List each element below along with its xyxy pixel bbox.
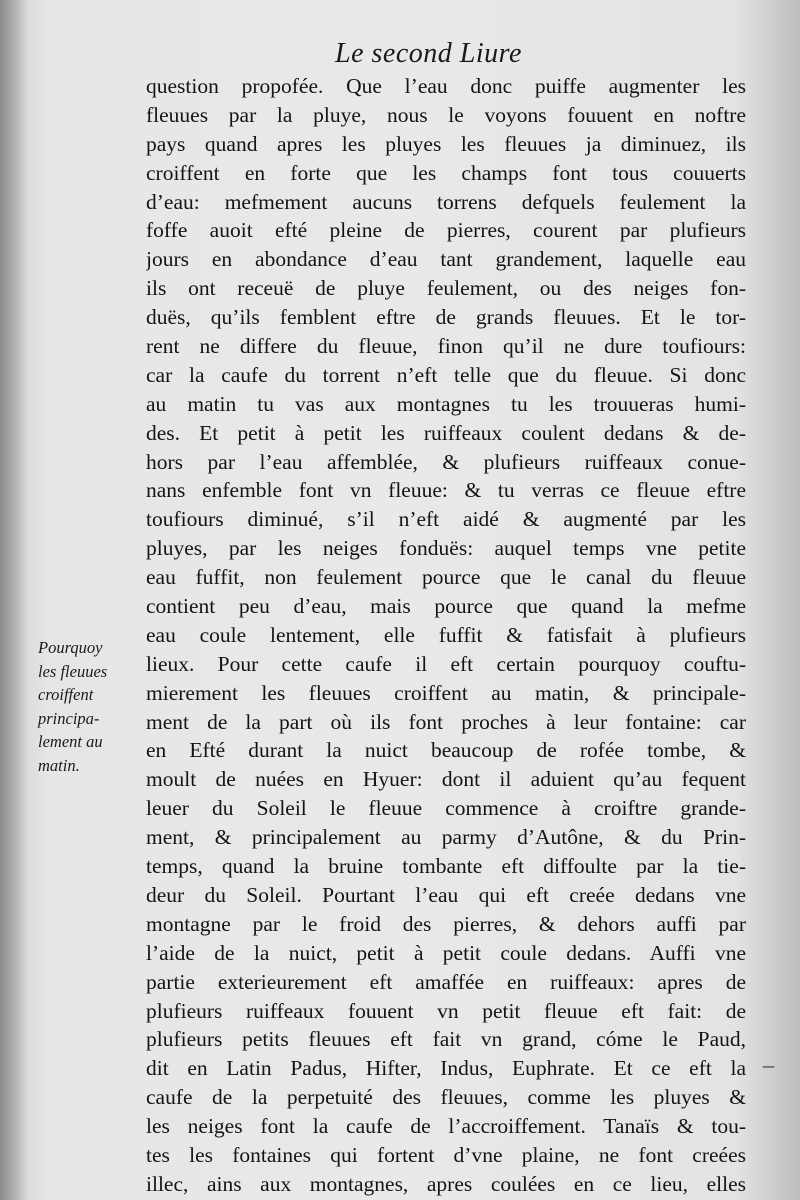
text-line: en Efté durant la nuict beaucoup de rofée tombe, &	[146, 738, 746, 763]
text-line: toufiours diminué, s’il n’eft aidé & augmenté par les	[146, 507, 746, 532]
text-line: deur du Soleil. Pourtant l’eau qui eft creée dedans vne	[146, 882, 746, 907]
text-line: au matin tu vas aux montagnes tu les trouueras humi-	[146, 391, 746, 416]
margin-mark: –	[763, 1052, 774, 1077]
text-line: duës, qu’ils femblent eftre de grands fleuues. Et le tor-	[146, 305, 746, 330]
margin-note-line: croiffent	[38, 685, 94, 705]
text-line: temps, quand la bruine tombante eft diffoulte par la tie-	[146, 854, 746, 879]
text-line: ment de la part où ils font proches à leur fontaine: car	[146, 709, 746, 734]
text-line: partie exterieurement eft amaffée en ruiffeaux: apres de	[146, 969, 746, 994]
gutter-shadow	[0, 0, 28, 1200]
text-line: d’eau: mefmement aucuns torrens defquels feulement la	[146, 189, 746, 214]
text-line: l’aide de la nuict, petit à petit coule dedans. Auffi vne	[146, 940, 746, 965]
text-line: eau coule lentement, elle fuffit & fatisfait à plufieurs	[146, 622, 746, 647]
text-line: contient peu d’eau, mais pource que quand la mefme	[146, 594, 746, 619]
text-line: car la caufe du torrent n’eft telle que du fleuue. Si donc	[146, 362, 746, 387]
margin-note-line: matin.	[38, 755, 80, 775]
text-line: fleuues par la pluye, nous le voyons fouuent en noftre	[146, 102, 746, 127]
text-line: nans enfemble font vn fleuue: & tu verras ce fleuue eftre	[146, 478, 746, 503]
text-line: plufieurs ruiffeaux fouuent vn petit fleuue eft fait: de	[146, 998, 746, 1023]
text-line: montagne par le froid des pierres, & dehors auffi par	[146, 911, 746, 936]
text-line: lieux. Pour cette caufe il eft certain pourquoy couftu-	[146, 651, 746, 676]
text-line: des. Et petit à petit les ruiffeaux coulent dedans & de-	[146, 420, 746, 445]
text-line: illec, ains aux montagnes, apres coulées en ce lieu, elles	[146, 1171, 746, 1196]
text-line: mierement les fleuues croiffent au matin, & principale-	[146, 680, 746, 705]
margin-note-line: principa-	[38, 708, 100, 728]
text-line: pays quand apres les pluyes les fleuues ja diminuez, ils	[146, 131, 746, 156]
text-line: leuer du Soleil le fleuue commence à croiftre grande-	[146, 796, 746, 821]
text-line: tes les fontaines qui fortent d’vne plaine, ne font creées	[146, 1142, 746, 1167]
text-line: hors par l’eau affemblée, & plufieurs ruiffeaux conue-	[146, 449, 746, 474]
text-line: jours en abondance d’eau tant grandement, laquelle eau	[146, 247, 746, 272]
text-line: dit en Latin Padus, Hifter, Indus, Euphrate. Et ce eft la	[146, 1056, 746, 1081]
text-line: ils ont receuë de pluye feulement, ou des neiges fon-	[146, 276, 746, 301]
text-line: croiffent en forte que les champs font tous couuerts	[146, 160, 746, 185]
text-line: rent ne differe du fleuue, finon qu’il ne dure toufiours:	[146, 334, 746, 359]
text-line: plufieurs petits fleuues eft fait vn grand, cóme le Paud,	[146, 1027, 746, 1052]
text-line: foffe auoit efté pleine de pierres, courent par plufieurs	[146, 218, 746, 243]
text-line: moult de nuées en Hyuer: dont il aduient qu’au fequent	[146, 767, 746, 792]
margin-note-line: lement au	[38, 732, 103, 752]
text-line: caufe de la perpetuité des fleuues, comme les pluyes &	[146, 1085, 746, 1110]
text-line: ment, & principalement au parmy d’Autône, & du Prin-	[146, 825, 746, 850]
body-text	[146, 72, 746, 1199]
text-line: question propofée. Que l’eau donc puiffe augmenter les	[146, 74, 746, 98]
text-line: pluyes, par les neiges fonduës: auquel temps vne petite	[146, 536, 746, 561]
text-line: eau fuffit, non feulement pource que le canal du fleuue	[146, 565, 746, 590]
margin-note-line: Pourquoy	[38, 638, 103, 657]
running-head: Le second Liure	[335, 38, 522, 69]
margin-note-line: les fleuues	[38, 661, 108, 681]
margin-note	[38, 636, 148, 778]
text-line: les neiges font la caufe de l’accroiffement. Tanaïs & tou-	[146, 1114, 746, 1139]
